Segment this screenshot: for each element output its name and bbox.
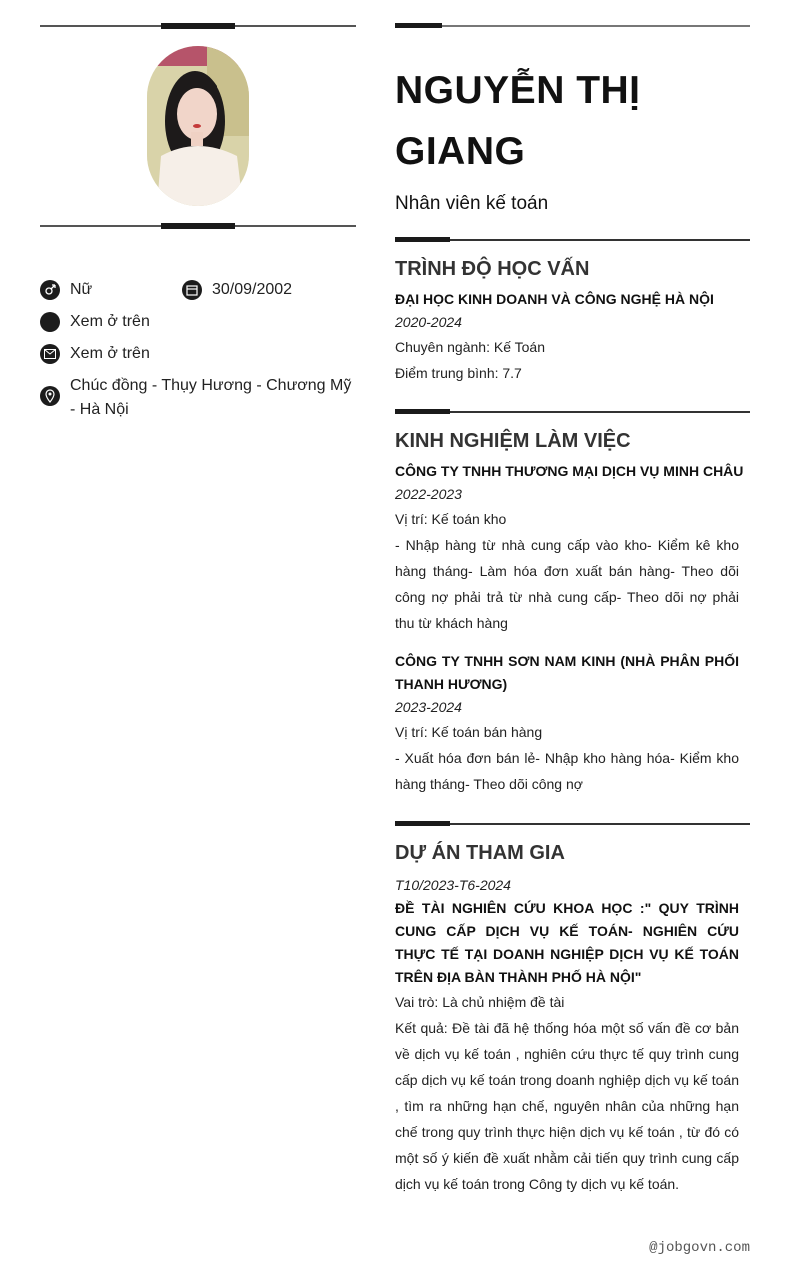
school-name: ĐẠI HỌC KINH DOANH VÀ CÔNG NGHỆ HÀ NỘI xyxy=(395,291,714,307)
company-name: CÔNG TY TNHH SƠN NAM KINH (NHÀ PHÂN PHỐI THANH HƯƠNG) xyxy=(395,653,739,692)
projects-section xyxy=(395,816,750,1197)
header-divider xyxy=(395,18,750,34)
header xyxy=(395,18,750,216)
section-title: KINH NGHIỆM LÀM VIỆC xyxy=(395,430,631,452)
info-row-phone xyxy=(40,310,356,342)
project-period: T10/2023-T6-2024 xyxy=(395,877,511,893)
contact-info xyxy=(40,278,356,430)
education-section xyxy=(395,232,750,386)
phone-icon xyxy=(40,312,60,332)
middle-left-divider xyxy=(40,218,356,234)
avatar-photo xyxy=(147,46,249,206)
watermark: @jobgovn.com xyxy=(649,1240,750,1256)
section-divider xyxy=(395,232,750,248)
education-period: 2020-2024 xyxy=(395,314,462,330)
job-period: 2022-2023 xyxy=(395,486,462,502)
section-title: DỰ ÁN THAM GIA xyxy=(395,842,565,864)
education-gpa: Điểm trung bình: 7.7 xyxy=(395,365,522,381)
candidate-name xyxy=(395,60,750,182)
name-line-1: NGUYỄN THỊ xyxy=(395,69,641,112)
section-divider xyxy=(395,816,750,832)
calendar-icon xyxy=(182,280,202,300)
top-left-divider xyxy=(40,18,356,34)
phone-value: Xem ở trên xyxy=(70,313,150,330)
section-title: TRÌNH ĐỘ HỌC VẤN xyxy=(395,258,590,280)
project-name: ĐỀ TÀI NGHIÊN CỨU KHOA HỌC :" QUY TRÌNH CUNG CẤP DỊCH VỤ KẾ TOÁN- NGHIÊN CỨU THỰC TẾ TẠI DOANH NGHIỆP DỊCH VỤ KẾ TOÁN TRÊN ĐỊA BÀN THÀNH PHỐ HÀ NỘI" xyxy=(395,900,739,985)
address-value: Chúc đồng - Thụy Hương - Chương Mỹ - Hà Nội xyxy=(70,377,352,418)
experience-section xyxy=(395,404,750,797)
project-role: Vai trò: Là chủ nhiệm đề tài xyxy=(395,994,565,1010)
info-row-gender-birth xyxy=(40,278,356,310)
job-period: 2023-2024 xyxy=(395,699,462,715)
job-title: Nhân viên kế toán xyxy=(395,193,549,214)
project-result: Kết quả: Đề tài đã hệ thống hóa một số vấn đề cơ bản về dịch vụ kế toán , nghiên cứu thực tế quy trình cung cấp dịch vụ kế toán trong doanh nghiệp dịch vụ kế toán , tìm ra những hạn chế, nguyên nhân của những hạn chế trong quy trình thực hiện dịch vụ kế toán , từ đó có một số ý kiến đề xuất nhằm cải tiến quy trình cung cấp dịch vụ kế toán trong Công ty dịch vụ kế toán. xyxy=(395,1020,739,1192)
job-position: Vị trí: Kế toán kho xyxy=(395,511,507,527)
left-column xyxy=(40,18,356,234)
info-row-email xyxy=(40,342,356,374)
section-divider xyxy=(395,404,750,420)
name-line-2: GIANG xyxy=(395,130,526,173)
job-description: - Xuất hóa đơn bán lẻ- Nhập kho hàng hóa- Kiểm kho hàng tháng- Theo dõi công nợ xyxy=(395,750,739,792)
location-pin-icon xyxy=(40,386,60,406)
birthdate-value: 30/09/2002 xyxy=(212,281,293,298)
gender-icon xyxy=(40,280,60,300)
envelope-icon xyxy=(40,344,60,364)
company-name: CÔNG TY TNHH THƯƠNG MẠI DỊCH VỤ MINH CHÂU xyxy=(395,463,744,479)
info-row-address xyxy=(40,374,356,430)
education-major: Chuyên ngành: Kế Toán xyxy=(395,339,545,355)
photo-container xyxy=(40,34,356,218)
gender-value: Nữ xyxy=(70,281,93,298)
job-description: - Nhập hàng từ nhà cung cấp vào kho- Kiểm kê kho hàng tháng- Làm hóa đơn xuất bán hàng- Theo dõi công nợ phải trả từ nhà cung cấp- Theo dõi nợ phải thu từ khách hàng xyxy=(395,537,739,631)
job-position: Vị trí: Kế toán bán hàng xyxy=(395,724,543,740)
job-entry xyxy=(395,650,750,797)
job-entry xyxy=(395,460,750,636)
email-value: Xem ở trên xyxy=(70,345,150,362)
